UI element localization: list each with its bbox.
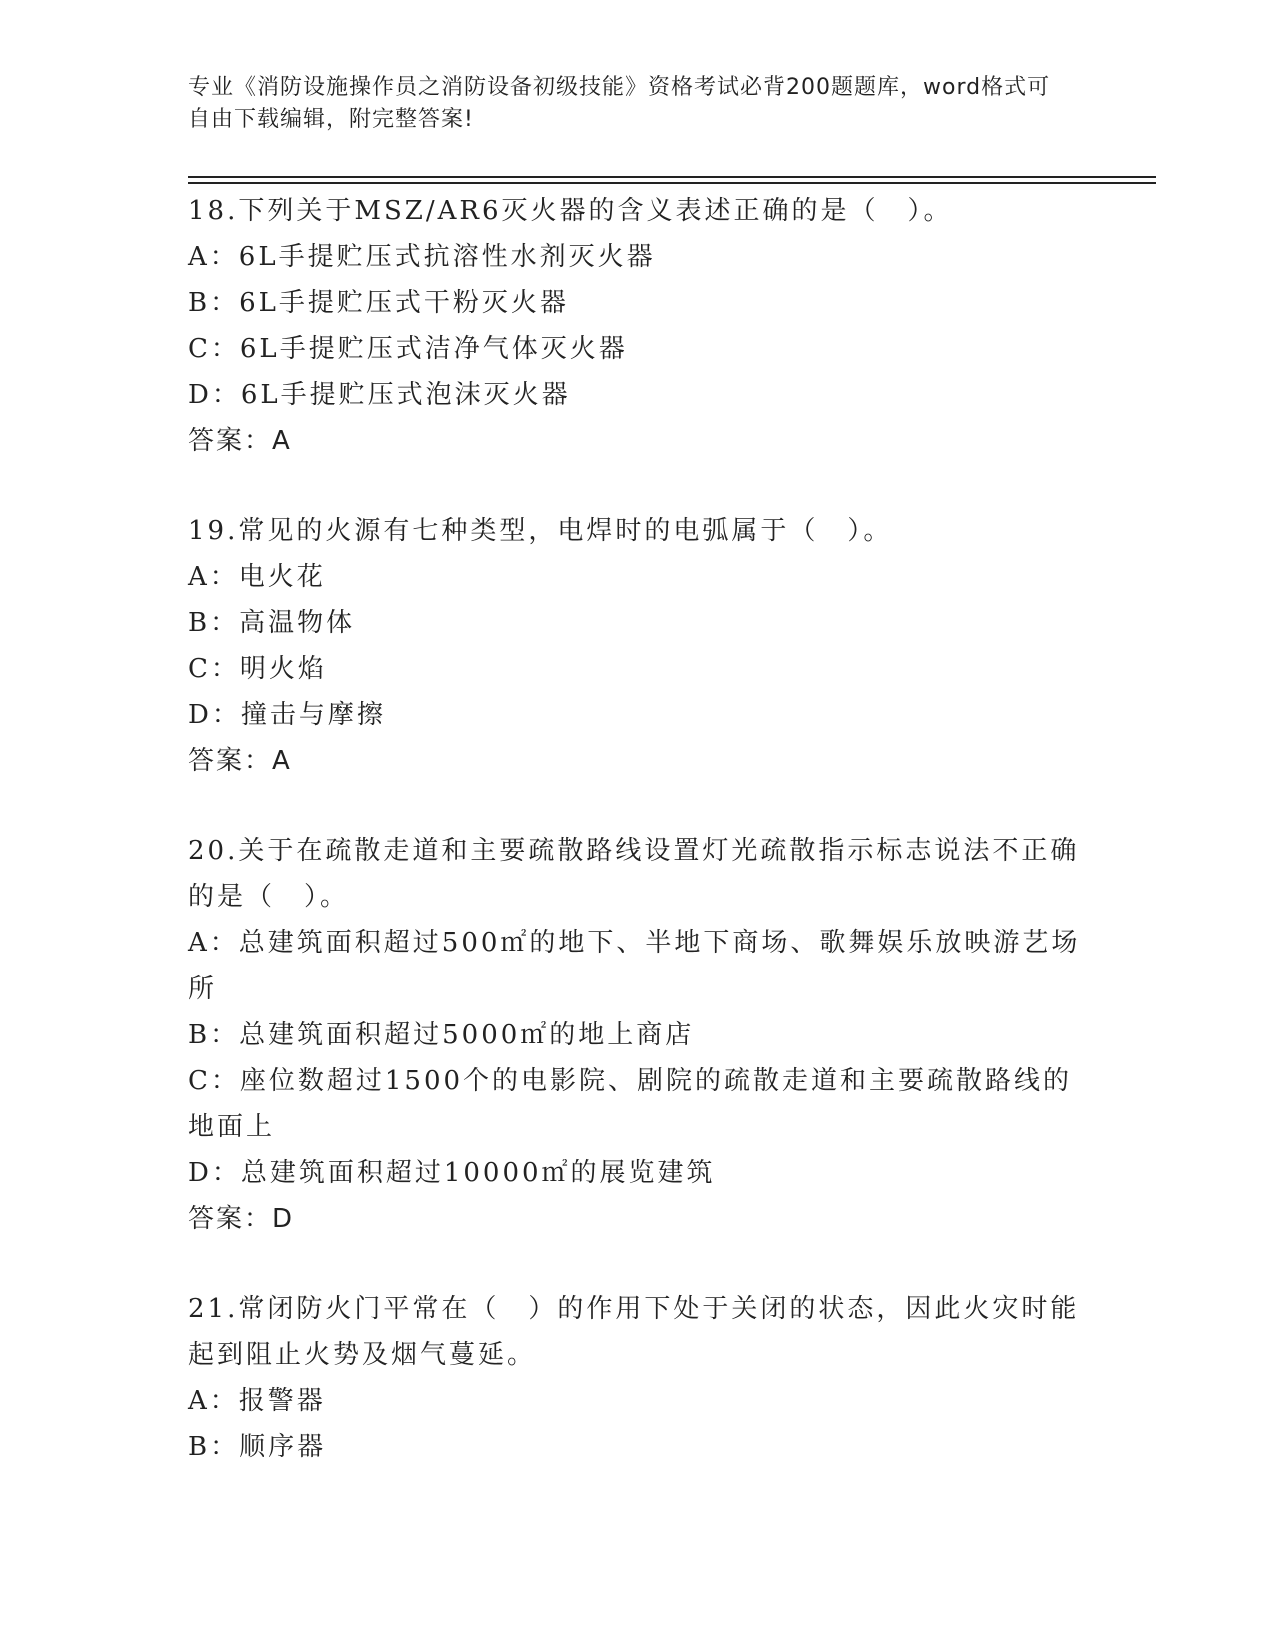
option-a: A：总建筑面积超过500㎡的地下、半地下商场、歌舞娱乐放映游艺场所 <box>188 928 1081 1004</box>
question-stem: 18.下列关于MSZ/AR6灭火器的含义表述正确的是（ ）。 <box>188 196 953 226</box>
option-a: A：6L手提贮压式抗溶性水剂灭火器 <box>188 242 656 272</box>
question-list <box>188 188 1088 1514</box>
option-b: B：6L手提贮压式干粉灭火器 <box>188 288 569 318</box>
option-b: B：高温物体 <box>188 608 356 638</box>
option-d: D：撞击与摩擦 <box>188 700 386 730</box>
question-stem: 21.常闭防火门平常在（ ）的作用下处于关闭的状态，因此火灾时能起到阻止火势及烟气蔓延。 <box>188 1294 1080 1370</box>
option-c: C：6L手提贮压式洁净气体灭火器 <box>188 334 628 364</box>
question-20 <box>188 828 1088 1242</box>
option-b: B：顺序器 <box>188 1432 327 1462</box>
header-divider-bottom <box>188 182 1156 184</box>
header-divider-top <box>188 176 1156 178</box>
option-b: B：总建筑面积超过5000㎡的地上商店 <box>188 1020 695 1050</box>
option-c: C：座位数超过1500个的电影院、剧院的疏散走道和主要疏散路线的地面上 <box>188 1066 1073 1142</box>
option-c: C：明火焰 <box>188 654 327 684</box>
question-stem: 20.关于在疏散走道和主要疏散路线设置灯光疏散指示标志说法不正确的是（ ）。 <box>188 836 1080 912</box>
answer: 答案：A <box>188 426 292 456</box>
option-a: A：报警器 <box>188 1386 326 1416</box>
option-a: A：电火花 <box>188 562 326 592</box>
document-header: 专业《消防设施操作员之消防设备初级技能》资格考试必背200题题库，word格式可自由下载编辑，附完整答案! <box>188 75 1051 132</box>
answer: 答案：A <box>188 746 292 776</box>
question-18 <box>188 188 1088 464</box>
question-19 <box>188 508 1088 784</box>
answer: 答案：D <box>188 1204 295 1234</box>
question-stem: 19.常见的火源有七种类型，电焊时的电弧属于（ ）。 <box>188 516 893 546</box>
option-d: D：6L手提贮压式泡沫灭火器 <box>188 380 571 410</box>
question-21 <box>188 1286 1088 1470</box>
option-d: D：总建筑面积超过10000㎡的展览建筑 <box>188 1158 716 1188</box>
